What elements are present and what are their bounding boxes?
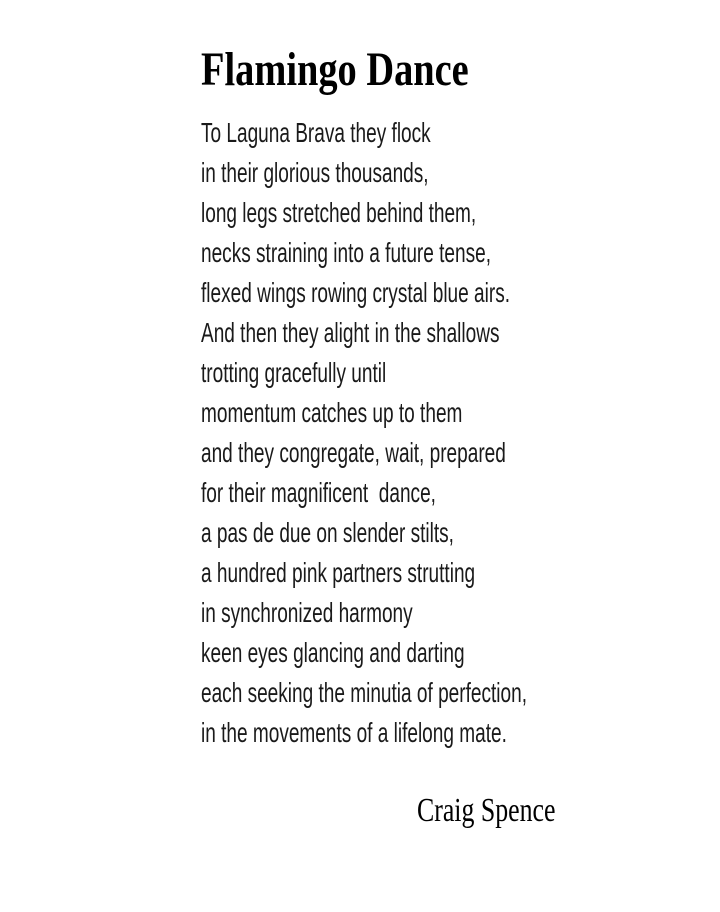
poem-line: a hundred pink partners strutting (201, 557, 476, 588)
poem-line: in their glorious thousands, (201, 157, 429, 188)
poem-line: To Laguna Brava they flock (201, 117, 431, 148)
poem-line: in synchronized harmony (201, 597, 413, 628)
poem-line: a pas de due on slender stilts, (201, 517, 454, 548)
poem-line: keen eyes glancing and darting (201, 637, 465, 668)
poem-line: in the movements of a lifelong mate. (201, 717, 507, 748)
poem-line: long legs stretched behind them, (201, 197, 477, 228)
author-name: Craig Spence (417, 792, 556, 829)
poem-line: for their magnificent dance, (201, 477, 436, 508)
poem-line: necks straining into a future tense, (201, 237, 491, 268)
poem-line: momentum catches up to them (201, 397, 463, 428)
poem-line: And then they alight in the shallows (201, 317, 500, 348)
poem-line: trotting gracefully until (201, 357, 387, 388)
poem-line: flexed wings rowing crystal blue airs. (201, 277, 511, 308)
poem-title: Flamingo Dance (201, 43, 469, 96)
poem-line: each seeking the minutia of perfection, (201, 677, 527, 708)
poem-line: and they congregate, wait, prepared (201, 437, 506, 468)
poem-body (201, 113, 527, 753)
